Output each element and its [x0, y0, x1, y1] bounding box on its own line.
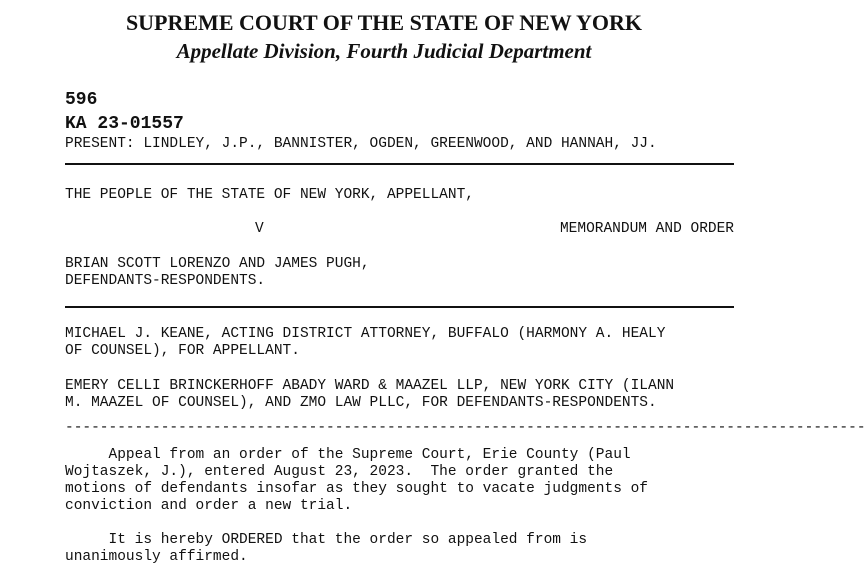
appellant-counsel-line1: MICHAEL J. KEANE, ACTING DISTRICT ATTORNEY, BUFFALO (HARMONY A. HEALY [65, 326, 666, 342]
body-para2-line1: It is hereby ORDERED that the order so appealed from is [65, 532, 588, 548]
case-number: 596 [65, 90, 98, 110]
appellant-caption: THE PEOPLE OF THE STATE OF NEW YORK, APPELLANT, [65, 187, 474, 203]
appellant-counsel-line2: OF COUNSEL), FOR APPELLANT. [65, 343, 300, 359]
body-para1-line2: Wojtaszek, J.), entered August 23, 2023. The order granted the [65, 464, 614, 480]
versus-label: V [255, 221, 264, 237]
docket-number: KA 23-01557 [65, 114, 184, 134]
body-para1-line4: conviction and order a new trial. [65, 498, 353, 514]
present-judges: PRESENT: LINDLEY, J.P., BANNISTER, OGDEN, GREENWOOD, AND HANNAH, JJ. [65, 136, 657, 152]
top-rule [65, 163, 734, 165]
middle-rule [65, 306, 734, 308]
document-type: MEMORANDUM AND ORDER [559, 221, 734, 237]
body-para1-line1: Appeal from an order of the Supreme Court, Erie County (Paul [65, 447, 631, 463]
division-name: Appellate Division, Fourth Judicial Department [176, 39, 592, 63]
respondents-counsel-line1: EMERY CELLI BRINCKERHOFF ABADY WARD & MAAZEL LLP, NEW YORK CITY (ILANN [65, 378, 675, 394]
body-para1-line3: motions of defendants insofar as they sought to vacate judgments of [65, 481, 648, 497]
respondents-caption-line2: DEFENDANTS-RESPONDENTS. [65, 273, 266, 289]
body-para2-line2: unanimously affirmed. [65, 549, 248, 565]
dashed-separator: -------------------------------------------------------------------------------------------- [65, 420, 866, 436]
court-name: SUPREME COURT OF THE STATE OF NEW YORK [125, 10, 643, 35]
respondents-counsel-line2: M. MAAZEL OF COUNSEL), AND ZMO LAW PLLC, FOR DEFENDANTS-RESPONDENTS. [65, 395, 657, 411]
respondents-caption-line1: BRIAN SCOTT LORENZO AND JAMES PUGH, [65, 256, 370, 272]
